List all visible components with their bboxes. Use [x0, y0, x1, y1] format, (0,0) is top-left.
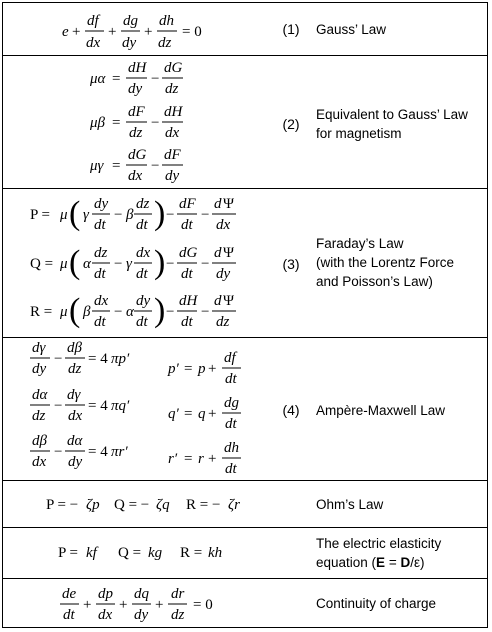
- svg-text:+: +: [108, 24, 117, 40]
- svg-text:Ψ: Ψ: [223, 196, 235, 212]
- svg-text:πr′: πr′: [111, 444, 128, 460]
- svg-text:= 0: = 0: [182, 24, 202, 40]
- svg-text:dx: dx: [32, 454, 47, 470]
- svg-text:dg: dg: [123, 13, 138, 29]
- equation-continuity: [50, 579, 280, 627]
- svg-text:+: +: [208, 361, 217, 377]
- svg-text:q′: q′: [168, 406, 179, 422]
- svg-text:dz: dz: [68, 361, 82, 377]
- svg-text:dt: dt: [94, 266, 106, 282]
- svg-text:−: −: [54, 444, 63, 460]
- svg-text:μ: μ: [60, 304, 68, 320]
- svg-text:dt: dt: [181, 217, 193, 233]
- svg-text:Q =: Q =: [118, 545, 142, 561]
- svg-text:d: d: [214, 293, 222, 309]
- svg-text:−: −: [166, 304, 175, 320]
- svg-text:+: +: [83, 597, 92, 613]
- svg-text:−: −: [114, 207, 123, 223]
- svg-text:dy: dy: [32, 361, 47, 377]
- svg-text:dz: dz: [165, 81, 179, 97]
- svg-text:=: =: [184, 451, 193, 467]
- svg-text:μγ: μγ: [90, 158, 104, 174]
- law-label-line: (with the Lorentz Force: [316, 255, 455, 270]
- svg-text:): ): [154, 244, 166, 281]
- law-label-line: and Poisson’s Law): [316, 274, 433, 289]
- svg-text:dz: dz: [216, 314, 230, 330]
- svg-text:r: r: [198, 451, 204, 467]
- svg-text:dβ: dβ: [67, 340, 82, 356]
- svg-text:dG: dG: [128, 147, 147, 163]
- svg-text:Q =: Q =: [30, 256, 54, 272]
- equations-ampere: [26, 338, 266, 480]
- svg-text:dG: dG: [164, 60, 183, 76]
- svg-text:−: −: [151, 115, 160, 131]
- svg-text:(: (: [69, 244, 81, 281]
- svg-text:kg: kg: [148, 545, 163, 561]
- svg-text:dt: dt: [63, 607, 75, 623]
- svg-text:−: −: [114, 304, 123, 320]
- svg-text:πp′: πp′: [111, 351, 130, 367]
- svg-text:dt: dt: [181, 266, 193, 282]
- svg-text:α: α: [126, 304, 134, 320]
- svg-text:dx: dx: [165, 125, 180, 141]
- svg-text:Ψ: Ψ: [223, 245, 235, 261]
- equation-number: (1): [282, 21, 300, 37]
- law-label-continuity: Continuity of charge: [316, 596, 437, 611]
- svg-text:dt: dt: [225, 461, 237, 477]
- svg-text:−: −: [151, 158, 160, 174]
- svg-text:μ: μ: [60, 207, 68, 223]
- svg-text:= 0: = 0: [193, 597, 213, 613]
- svg-text:+: +: [144, 24, 153, 40]
- svg-text:−: −: [166, 256, 175, 272]
- svg-text:dz: dz: [136, 196, 150, 212]
- law-label-elasticity: [316, 534, 484, 572]
- svg-text:dβ: dβ: [32, 433, 47, 449]
- label-bold: D: [400, 555, 411, 570]
- svg-text:ζp: ζp: [86, 497, 100, 513]
- svg-text:dz: dz: [32, 408, 46, 424]
- svg-text:= 4: = 4: [88, 351, 108, 367]
- svg-text:dx: dx: [216, 217, 231, 233]
- svg-text:dz: dz: [171, 607, 185, 623]
- svg-text:(: (: [69, 292, 81, 329]
- svg-text:P = −: P = −: [46, 497, 79, 513]
- svg-text:−: −: [54, 351, 63, 367]
- law-label-ampere: Ampère-Maxwell Law: [316, 403, 446, 418]
- svg-text:πq′: πq′: [111, 398, 130, 414]
- equation-number: (4): [282, 402, 300, 418]
- law-label-ohm: Ohm’s Law: [316, 497, 384, 512]
- svg-text:dx: dx: [98, 607, 113, 623]
- svg-text:dx: dx: [94, 293, 109, 309]
- svg-text:dy: dy: [134, 607, 149, 623]
- svg-text:dH: dH: [164, 104, 183, 120]
- svg-text:P =: P =: [58, 545, 78, 561]
- label-bold: E: [376, 555, 386, 570]
- svg-text:kh: kh: [208, 545, 223, 561]
- svg-text:dz: dz: [158, 35, 172, 51]
- svg-text:+: +: [155, 597, 164, 613]
- svg-text:R = −: R = −: [186, 497, 221, 513]
- svg-text:−: −: [54, 398, 63, 414]
- svg-text:dx: dx: [128, 168, 143, 184]
- svg-text:e: e: [62, 24, 69, 40]
- svg-text:−: −: [166, 207, 175, 223]
- svg-text:d: d: [214, 245, 222, 261]
- svg-text:=: =: [184, 361, 193, 377]
- equation-gauss: [40, 4, 280, 54]
- svg-text:dt: dt: [181, 314, 193, 330]
- svg-text:dH: dH: [128, 60, 147, 76]
- svg-text:β: β: [126, 207, 134, 223]
- svg-text:p: p: [198, 361, 206, 377]
- svg-text:dα: dα: [32, 387, 48, 403]
- svg-text:p′: p′: [168, 361, 179, 377]
- svg-text:dγ: dγ: [32, 340, 46, 356]
- svg-text:β: β: [83, 304, 91, 320]
- equations-magnetism: [80, 56, 270, 188]
- svg-text:dγ: dγ: [67, 387, 81, 403]
- svg-text:dx: dx: [68, 408, 83, 424]
- svg-text:+: +: [208, 451, 217, 467]
- svg-text:dr: dr: [171, 586, 185, 602]
- svg-text:kf: kf: [86, 545, 97, 561]
- svg-text:dα: dα: [67, 433, 83, 449]
- svg-text:dF: dF: [128, 104, 145, 120]
- svg-text:dy: dy: [128, 81, 143, 97]
- svg-text:dF: dF: [164, 147, 181, 163]
- svg-text:dx: dx: [86, 35, 101, 51]
- svg-text:= 4: = 4: [88, 398, 108, 414]
- equation-ohm: [40, 481, 270, 527]
- svg-text:dz: dz: [94, 245, 108, 261]
- svg-text:dt: dt: [136, 314, 148, 330]
- law-label-magnetism: Equivalent to Gauss’ Law for magnetism: [316, 107, 468, 141]
- svg-text:dt: dt: [136, 266, 148, 282]
- svg-text:=: =: [184, 406, 193, 422]
- svg-text:P =: P =: [30, 207, 50, 223]
- svg-text:): ): [154, 292, 166, 329]
- svg-text:df: df: [224, 350, 236, 366]
- svg-text:dx: dx: [136, 245, 151, 261]
- svg-text:dH: dH: [179, 293, 198, 309]
- svg-text:γ: γ: [83, 207, 89, 223]
- svg-text:): ): [154, 195, 166, 232]
- svg-text:μα: μα: [90, 71, 106, 87]
- svg-text:dh: dh: [224, 440, 239, 456]
- svg-text:dq: dq: [134, 586, 149, 602]
- svg-text:+: +: [208, 406, 217, 422]
- svg-text:+: +: [119, 597, 128, 613]
- svg-text:dy: dy: [165, 168, 180, 184]
- law-label-faraday: [316, 234, 484, 291]
- svg-text:dp: dp: [98, 586, 113, 602]
- svg-text:−: −: [201, 207, 210, 223]
- svg-text:γ: γ: [126, 256, 132, 272]
- svg-text:−: −: [151, 71, 160, 87]
- svg-text:r′: r′: [168, 451, 178, 467]
- equations-faraday: [24, 189, 274, 337]
- svg-text:+: +: [72, 24, 81, 40]
- svg-text:dt: dt: [94, 314, 106, 330]
- equation-number: (2): [282, 116, 300, 132]
- svg-text:α: α: [83, 256, 91, 272]
- svg-text:de: de: [62, 586, 77, 602]
- svg-text:R =: R =: [30, 304, 53, 320]
- svg-text:ζr: ζr: [228, 497, 240, 513]
- svg-text:dy: dy: [122, 35, 137, 51]
- svg-text:= 4: = 4: [88, 444, 108, 460]
- svg-text:=: =: [112, 158, 121, 174]
- svg-text:ζq: ζq: [156, 497, 170, 513]
- svg-text:dt: dt: [225, 416, 237, 432]
- svg-text:dy: dy: [216, 266, 231, 282]
- svg-text:dh: dh: [159, 13, 174, 29]
- equation-elasticity: [52, 528, 272, 578]
- label-text: /ε): [410, 555, 425, 570]
- label-text: =: [385, 555, 401, 570]
- svg-text:Ψ: Ψ: [223, 293, 235, 309]
- law-label-line: Faraday’s Law: [316, 236, 404, 251]
- svg-text:q: q: [198, 406, 206, 422]
- svg-text:dg: dg: [224, 395, 239, 411]
- equation-number: (3): [282, 256, 300, 272]
- svg-text:μ: μ: [60, 256, 68, 272]
- svg-text:dy: dy: [68, 454, 83, 470]
- svg-text:R =: R =: [180, 545, 203, 561]
- svg-text:dG: dG: [179, 245, 198, 261]
- svg-text:=: =: [112, 115, 121, 131]
- svg-text:−: −: [114, 256, 123, 272]
- svg-text:−: −: [201, 304, 210, 320]
- svg-text:(: (: [69, 195, 81, 232]
- svg-text:dt: dt: [94, 217, 106, 233]
- svg-text:dy: dy: [136, 293, 151, 309]
- svg-text:dt: dt: [225, 371, 237, 387]
- svg-text:=: =: [112, 71, 121, 87]
- svg-text:Q = −: Q = −: [114, 497, 150, 513]
- law-label-gauss: Gauss’ Law: [316, 22, 387, 37]
- svg-text:dz: dz: [129, 125, 143, 141]
- svg-text:dt: dt: [136, 217, 148, 233]
- svg-text:dy: dy: [94, 196, 109, 212]
- svg-text:μβ: μβ: [90, 115, 105, 131]
- svg-text:−: −: [201, 256, 210, 272]
- label-text: The electric elasticity equation (: [316, 536, 442, 570]
- svg-text:d: d: [214, 196, 222, 212]
- svg-text:df: df: [87, 13, 99, 29]
- svg-text:dF: dF: [179, 196, 196, 212]
